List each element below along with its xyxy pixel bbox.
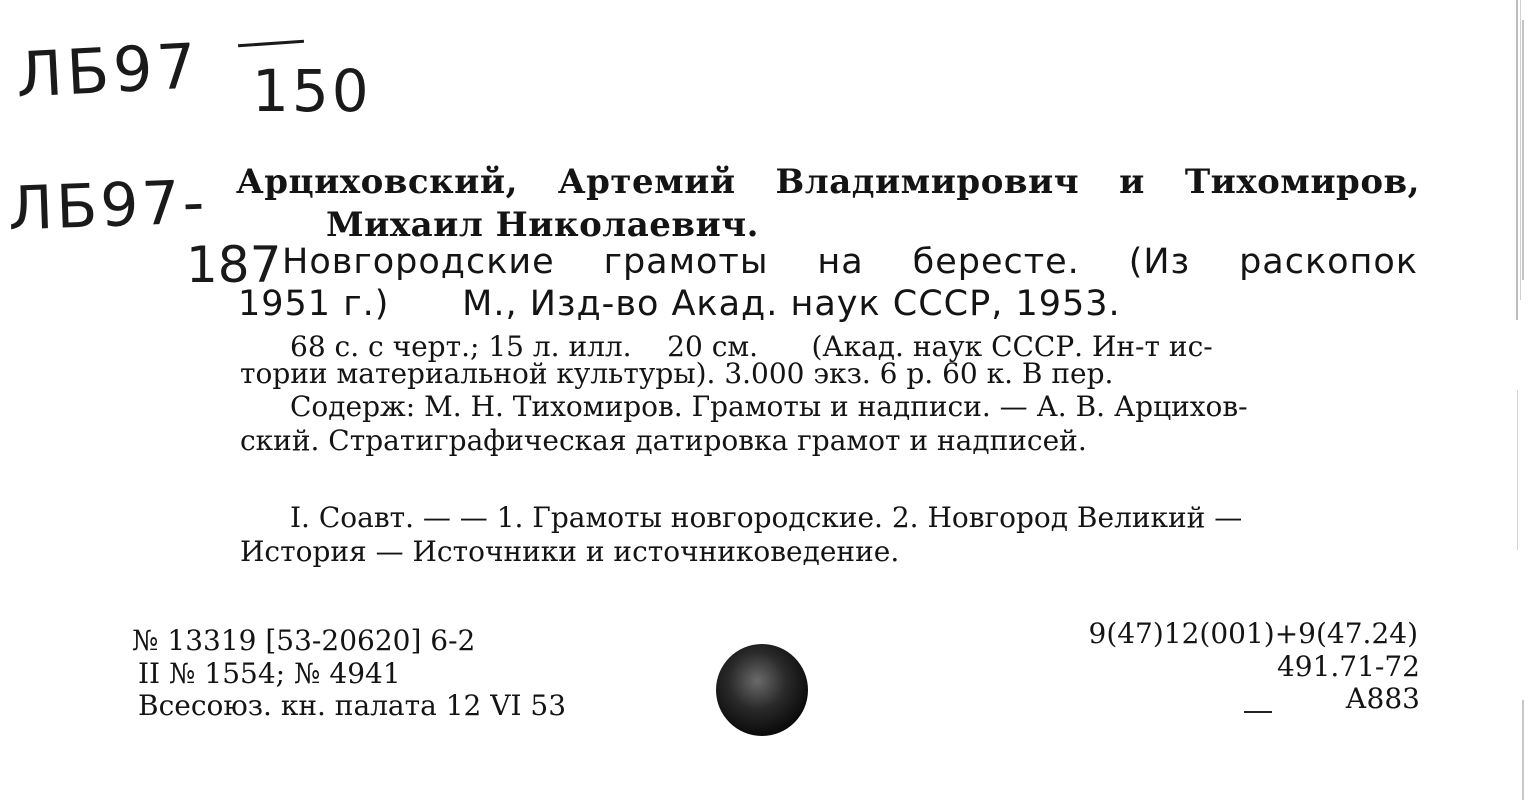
description-line-3: Содерж: М. Н. Тихомиров. Грамоты и надписи. — А. В. Арцихов- [290,390,1248,423]
description-line-4: ский. Стратиграфическая датировка грамот и надписей. [240,424,1087,457]
title-word: (Из [1128,242,1191,282]
authors-line-2: Михаил Николаевич. [326,205,759,245]
author-word: Владимирович [775,162,1080,202]
title-word: на [817,242,864,282]
author-word: Арциховский, [236,162,518,202]
classification-line-2: 491.71-72 [1276,650,1420,683]
title-line-2: 1951 г.) М., Изд-во Акад. наук СССР, 1953. [238,284,1121,324]
authors-line-1 [236,162,1420,202]
pencil-dash [1244,711,1272,713]
author-word: Артемий [557,162,736,202]
handwritten-shelfmark-left-number: 187 [186,236,282,294]
description-line-2: тории материальной культуры). 3.000 экз. 6 р. 60 к. В пер. [240,357,1114,390]
registry-line-3: Всесоюз. кн. палата 12 VI 53 [138,689,567,722]
title-word: грамоты [603,242,769,282]
title-word: бересте. [912,242,1080,282]
classification-line-1: 9(47)12(001)+9(47.24) [1088,617,1418,650]
title-line-1 [282,242,1418,282]
handwritten-shelfmark-top: ЛБ97 [14,29,202,112]
title-word: Новгородские [282,242,555,282]
registry-line-1: № 13319 [53-20620] 6-2 [132,624,476,657]
author-word: Тихомиров, [1184,162,1420,202]
subjects-line-1: I. Соавт. — — 1. Грамоты новгородские. 2. Новгород Великий — [290,501,1243,534]
registry-line-2: II № 1554; № 4941 [138,657,401,690]
scan-edge-artifact [1504,0,1530,806]
handwritten-shelfmark-left: ЛБ97- [6,167,209,245]
subjects-line-2: История — Источники и источниковедение. [240,535,900,568]
title-word: раскопок [1239,242,1418,282]
handwritten-shelfmark-top-number: 150 [252,57,372,125]
ink-blot [716,644,808,736]
handwritten-overline [238,40,304,48]
classification-line-3: А883 [1345,682,1420,715]
author-word: и [1119,162,1145,202]
description-line-1: 68 с. с черт.; 15 л. илл. 20 см. (Акад. наук СССР. Ин-т ис- [290,330,1213,363]
